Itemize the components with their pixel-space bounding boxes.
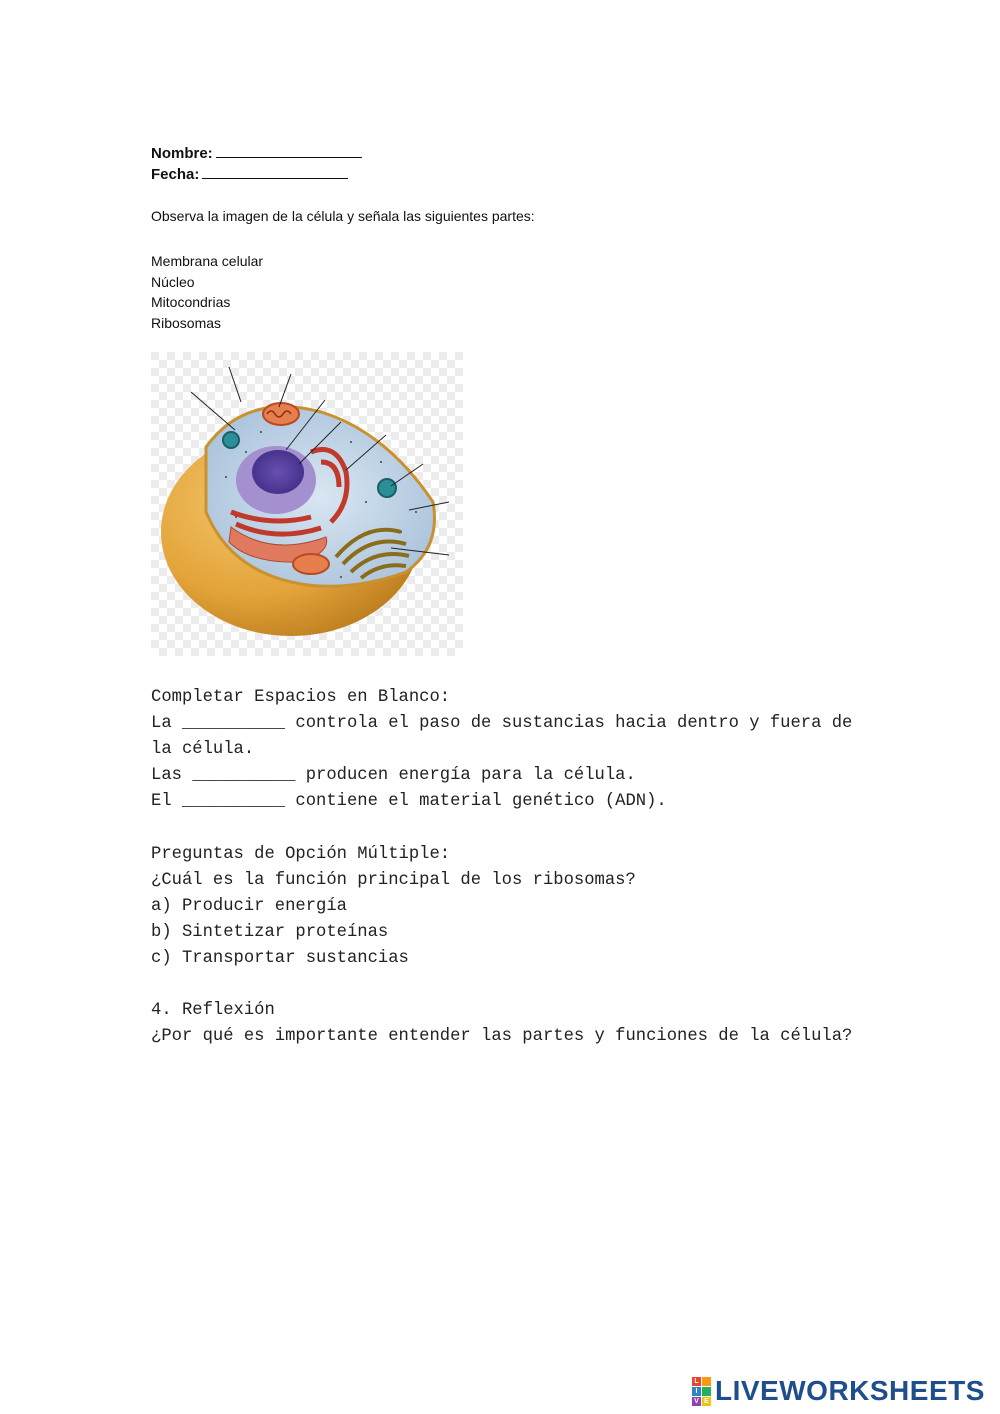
logo-tile xyxy=(702,1387,711,1396)
fill-blank-line-1: La __________ controla el paso de sustancias hacia dentro y fuera de xyxy=(151,714,853,733)
mitochondrion-top xyxy=(263,403,299,425)
logo-text: LIVEWORKSHEETS xyxy=(715,1375,985,1406)
name-blank[interactable] xyxy=(216,143,362,158)
logo-tile: V xyxy=(692,1397,701,1406)
option-b[interactable]: b) Sintetizar proteínas xyxy=(151,923,389,942)
fill-blank-line-1-cont: la célula. xyxy=(151,740,255,759)
option-c[interactable]: c) Transportar sustancias xyxy=(151,949,409,968)
reflection-question: ¿Por qué es importante entender las partes y funciones de la célula? xyxy=(151,1027,853,1046)
lysosome-right xyxy=(378,479,396,497)
multiple-choice-title: Preguntas de Opción Múltiple: xyxy=(151,845,451,864)
fill-blank-line-2: Las __________ producen energía para la célula. xyxy=(151,766,636,785)
part-item-membrane: Membrana celular xyxy=(151,253,264,269)
multiple-choice-question: ¿Cuál es la función principal de los ribosomas? xyxy=(151,871,636,890)
logo-tile xyxy=(702,1377,711,1386)
fill-blanks-title: Completar Espacios en Blanco: xyxy=(151,688,451,707)
part-item-nucleus: Núcleo xyxy=(151,273,195,290)
date-blank[interactable] xyxy=(202,164,348,179)
name-label: Nombre: xyxy=(151,145,213,162)
fill-blank-line-3: El __________ contiene el material genético (ADN). xyxy=(151,792,667,811)
date-label: Fecha: xyxy=(151,166,200,183)
instruction-text: Observa la imagen de la célula y señala las siguientes partes: xyxy=(151,208,535,224)
name-row xyxy=(151,143,362,164)
mitochondrion-bottom xyxy=(293,554,329,574)
logo-tile: E xyxy=(702,1397,711,1406)
liveworksheets-logo xyxy=(692,1376,985,1406)
date-row xyxy=(151,164,348,185)
part-item-ribosomes: Ribosomas xyxy=(151,314,222,331)
nucleolus xyxy=(252,450,304,494)
logo-icon xyxy=(692,1377,711,1406)
logo-tile: I xyxy=(692,1387,701,1396)
part-item-mitochondria: Mitocondrias xyxy=(151,294,231,310)
lysosome-left xyxy=(223,432,239,448)
reflection-title: 4. Reflexión xyxy=(151,1001,275,1020)
option-a[interactable]: a) Producir energía xyxy=(151,897,347,916)
cell-diagram xyxy=(151,352,463,656)
cell-illustration xyxy=(151,352,463,656)
logo-tile: L xyxy=(692,1377,701,1386)
